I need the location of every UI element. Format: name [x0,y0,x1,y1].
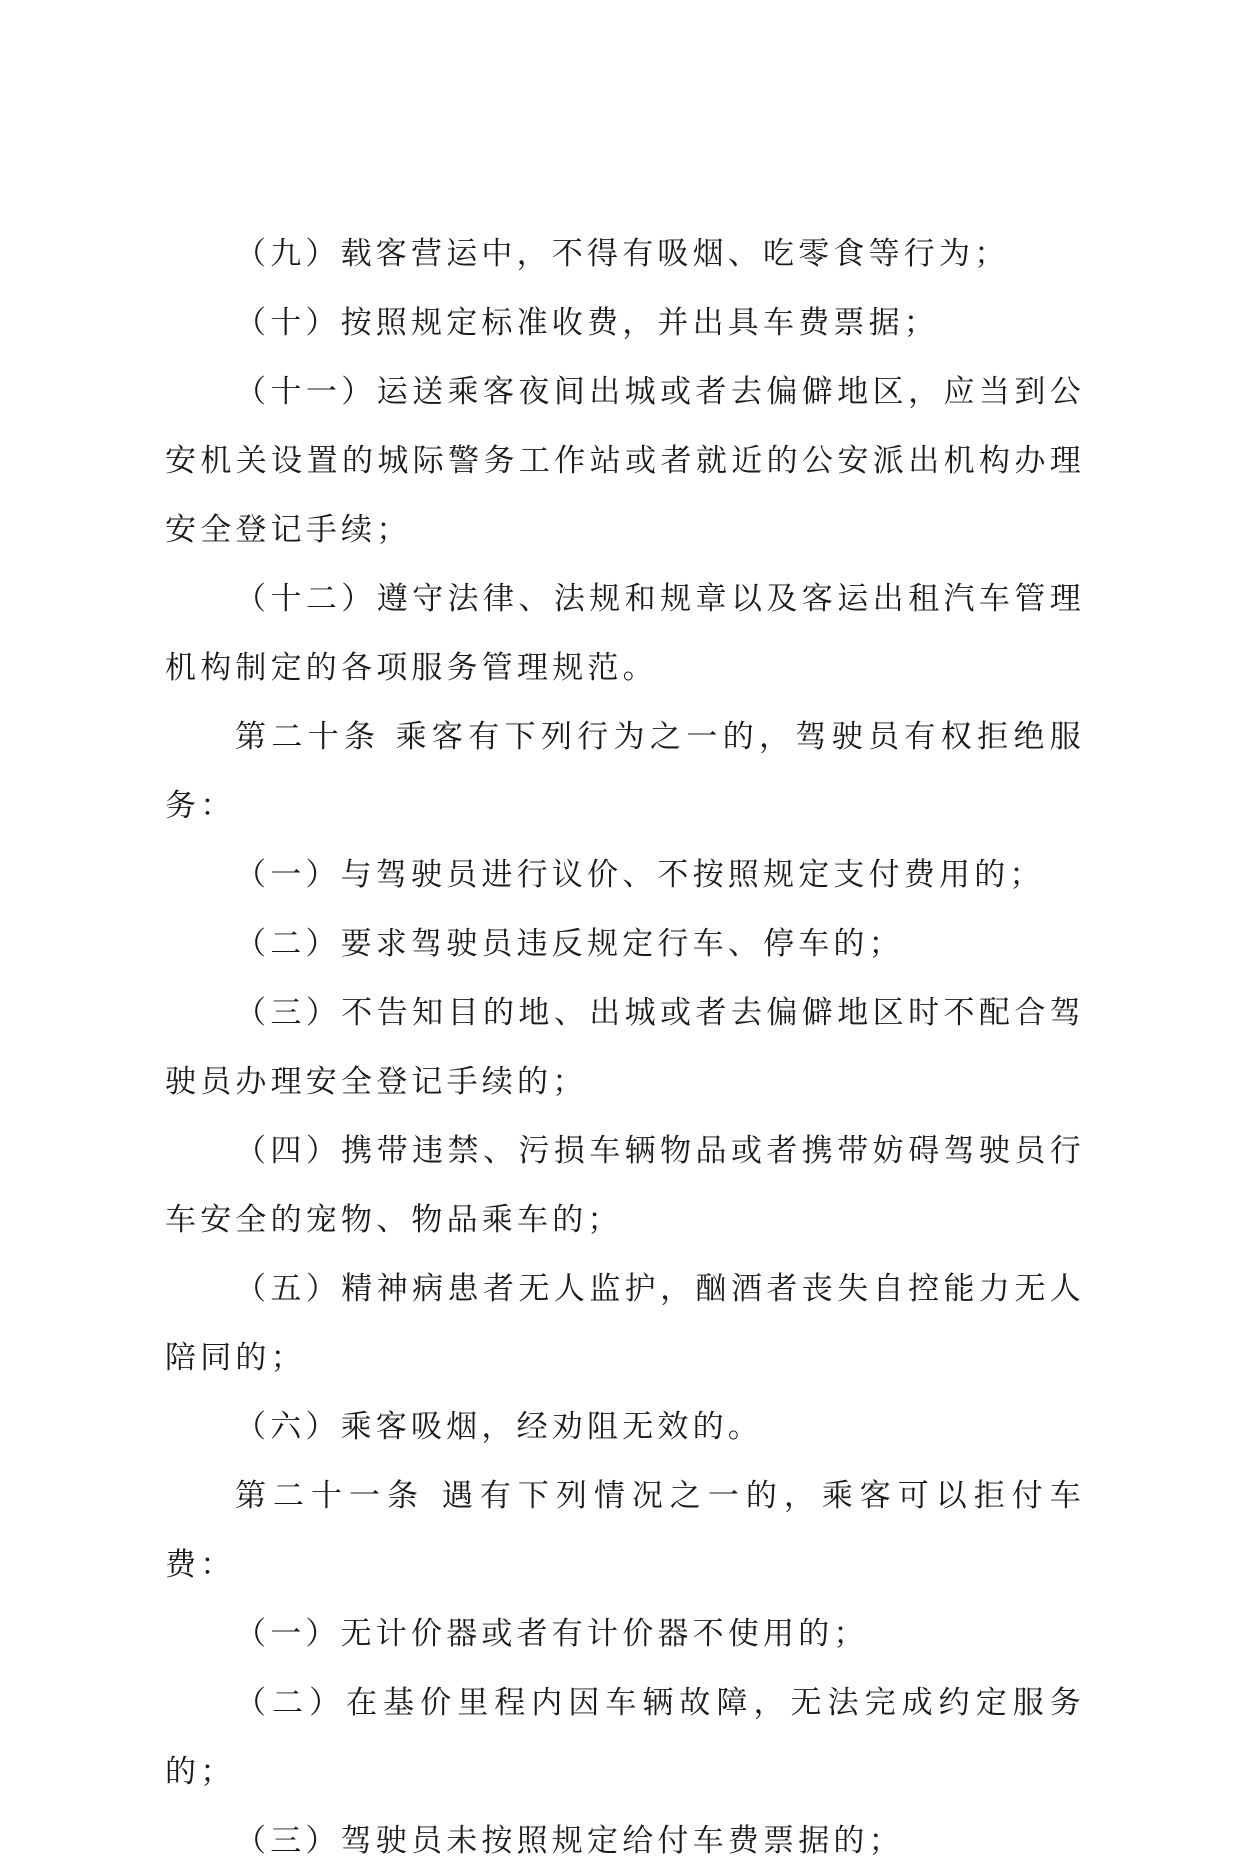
article-20-heading: 第二十条 乘客有下列行为之一的，驾驶员有权拒绝服务： [165,719,1085,824]
article-21-heading: 第二十一条 遇有下列情况之一的，乘客可以拒付车费： [165,1478,1085,1583]
clause-9: （九）载客营运中，不得有吸烟、吃零食等行为； [235,236,1010,272]
article-21-item-3: （三）驾驶员未按照规定给付车费票据的； [235,1823,904,1859]
article-21-item-1: （一）无计价器或者有计价器不使用的； [235,1616,869,1652]
article-20-item-1: （一）与驾驶员进行议价、不按照规定支付费用的； [235,857,1045,893]
article-20-item-6: （六）乘客吸烟，经劝阻无效的。 [235,1409,763,1445]
clause-10: （十）按照规定标准收费，并出具车费票据； [235,305,939,341]
document-body [165,220,1085,1876]
article-20-item-2: （二）要求驾驶员违反规定行车、停车的； [235,926,904,962]
article-20-item-3: （三）不告知目的地、出城或者去偏僻地区时不配合驾驶员办理安全登记手续的； [165,995,1085,1100]
article-20-item-5: （五）精神病患者无人监护，酗酒者丧失自控能力无人陪同的； [165,1271,1085,1376]
article-21-item-2: （二）在基价里程内因车辆故障，无法完成约定服务的； [165,1685,1085,1790]
clause-11: （十一）运送乘客夜间出城或者去偏僻地区，应当到公安机关设置的城际警务工作站或者就近的公安派出机构办理安全登记手续； [165,374,1085,548]
clause-12: （十二）遵守法律、法规和规章以及客运出租汽车管理机构制定的各项服务管理规范。 [165,581,1085,686]
article-20-item-4: （四）携带违禁、污损车辆物品或者携带妨碍驾驶员行车安全的宠物、物品乘车的； [165,1133,1085,1238]
